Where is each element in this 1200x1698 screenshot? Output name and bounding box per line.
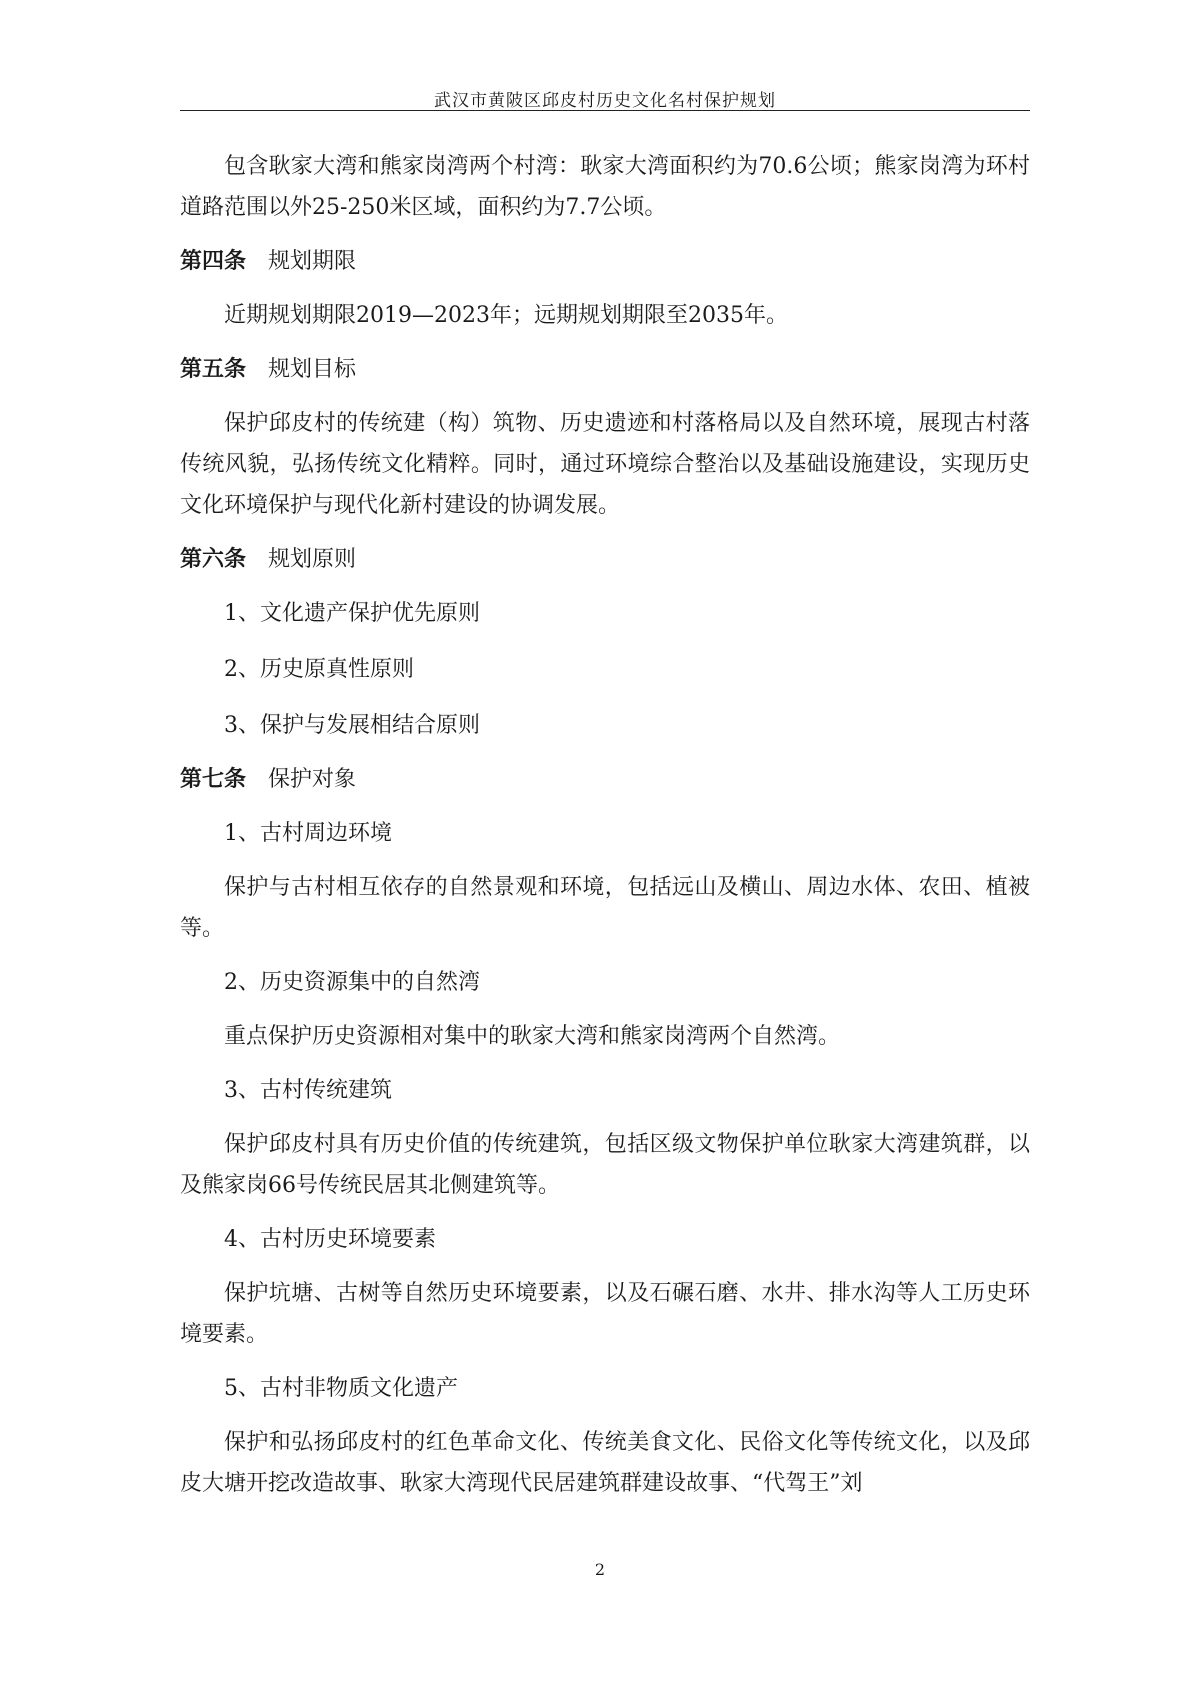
principle-item: 1、文化遗产保护优先原则 [224, 601, 480, 626]
header-rule [180, 110, 1030, 111]
article-6-label: 第六条 [180, 546, 247, 572]
section-heading: 1、古村周边环境 [224, 821, 392, 846]
section-text: 保护坑塘、古树等自然历史环境要素，以及石碾石磨、水井、排水沟等人工历史环境要素。 [180, 1281, 1030, 1347]
section-text: 重点保护历史资源相对集中的耿家大湾和熊家岗湾两个自然湾。 [224, 1024, 841, 1049]
document-body [180, 146, 1030, 1504]
section-text: 保护邱皮村具有历史价值的传统建筑，包括区级文物保护单位耿家大湾建筑群，以及熊家岗66号传统民居其北侧建筑等。 [180, 1132, 1030, 1198]
article-6-heading [180, 539, 1030, 580]
article-4-text: 近期规划期限2019—2023年；远期规划期限至2035年。 [224, 303, 788, 328]
article-7-title: 保护对象 [268, 767, 357, 792]
section-heading: 2、历史资源集中的自然湾 [224, 970, 480, 995]
section-heading: 3、古村传统建筑 [224, 1078, 392, 1103]
article-4-title: 规划期限 [268, 249, 357, 274]
article-7-label: 第七条 [180, 766, 247, 792]
section-heading: 5、古村非物质文化遗产 [224, 1376, 458, 1401]
article-5-title: 规划目标 [268, 357, 357, 382]
section-text: 保护和弘扬邱皮村的红色革命文化、传统美食文化、民俗文化等传统文化，以及邱皮大塘开挖改造故事、耿家大湾现代民居建筑群建设故事、“代驾王”刘 [180, 1430, 1030, 1496]
article-7-heading [180, 759, 1030, 800]
article-5-heading [180, 349, 1030, 390]
article-5-text: 保护邱皮村的传统建（构）筑物、历史遗迹和村落格局以及自然环境，展现古村落传统风貌，弘扬传统文化精粹。同时，通过环境综合整治以及基础设施建设，实现历史文化环境保护与现代化新村建设的协调发展。 [180, 411, 1030, 518]
intro-paragraph: 包含耿家大湾和熊家岗湾两个村湾：耿家大湾面积约为70.6公顷；熊家岗湾为环村道路范围以外25-250米区域，面积约为7.7公顷。 [180, 154, 1030, 220]
article-5-label: 第五条 [180, 356, 247, 382]
principle-item: 2、历史原真性原则 [224, 657, 414, 682]
article-4-label: 第四条 [180, 248, 247, 274]
page-number: 2 [594, 1560, 606, 1579]
article-4-heading [180, 241, 1030, 282]
article-6-title: 规划原则 [268, 547, 357, 572]
principle-item: 3、保护与发展相结合原则 [224, 713, 480, 738]
section-text: 保护与古村相互依存的自然景观和环境，包括远山及横山、周边水体、农田、植被等。 [180, 875, 1030, 941]
running-header: 武汉市黄陂区邱皮村历史文化名村保护规划 [434, 91, 776, 111]
section-heading: 4、古村历史环境要素 [224, 1227, 436, 1252]
